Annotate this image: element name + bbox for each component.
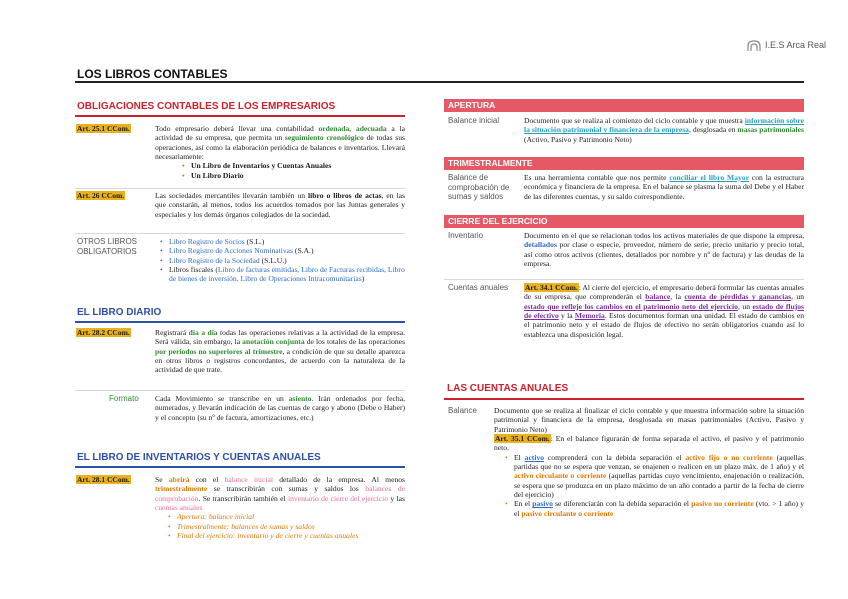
- balance-label: Balance: [448, 406, 477, 415]
- article-label: Art. 28.2 CCom.: [77, 328, 130, 337]
- logo-text: I.E.S Arca Real: [764, 40, 826, 51]
- arch-logo-icon: [747, 40, 761, 52]
- inventario-text: Documento en el que se relacionan todos los activos materiales de que dispone la empresa, detallados por clase o especie, proveedor, número de serie, precio unitario y precio total, así como otros activos (clientes, detallados por nombre y nº de factura) y las deudas de la empresa.: [524, 231, 804, 268]
- balance-inicial-text: Documento que se realiza al comienzo del ciclo contable y que muestra información sobre la situación patrimonial y financiera de la empresa, desglosada en masas patrimoniales (Activo, Pasivo y Patrimonio Neto): [524, 116, 804, 144]
- list-item: • Apertura: balance inicial: [177, 512, 405, 521]
- trimestral-bar: TRIMESTRALMENTE: [444, 157, 804, 170]
- article-label: Art. 28.1 CCom.: [77, 475, 130, 484]
- list-item: • Final del ejercicio: inventario y de cierre y cuentas anuales: [177, 531, 405, 540]
- list-item: • Libro Registro de Acciones Nominativas (S.A.): [169, 246, 405, 255]
- title-divider: [75, 81, 804, 83]
- cuentas-anuales-label: Cuentas anuales: [448, 283, 509, 292]
- art-25-1-text: Todo empresario deberá llevar una contabilidad ordenada, adecuada a la actividad de su empresa, que permita un seguimiento cronológico de todas sus operaciones, así como la elaboración periódica de balances e inventarios. Llevará necesariamente: • Un Libro de Inventarios y Cuentas Anuales • Un Libro Diario: [155, 124, 405, 180]
- row-divider: [75, 233, 405, 234]
- section-title-obligaciones: OBLIGACIONES CONTABLES DE LOS EMPRESARIOS: [77, 101, 336, 112]
- balance-comprobacion-label: Balance de comprobación de sumas y saldos: [448, 173, 510, 202]
- list-item: • Trimestralmente: balances de sumas y saldos: [177, 522, 405, 531]
- article-label: Art. 25.1 CCom.: [77, 124, 130, 133]
- art-26-text: Las sociedades mercantiles llevarán también un libro o libros de actas, en las que constarán, al menos, todos los acuerdos tomados por las Juntas generales y especiales y los demás órganos colegiados de la sociedad.: [155, 191, 405, 219]
- otros-libros-label: OTROS LIBROS OBLIGATORIOS: [77, 237, 138, 256]
- section-title-diario: EL LIBRO DIARIO: [77, 307, 162, 318]
- balance-text: Documento que se realiza al finalizar el ciclo contable y que muestra información sobre la situación patrimonial y financiera de la empresa, desglosada en masas patrimoniales (Activo, Pasivo y Patrimonio Neto) Art. 35.1 CCom.: En el balance figurarán de forma separada el activo, el pasivo y el patrimonio neto. • El activo comprenderá con la debida separación el activo fijo o no corriente (aquellas partidas que no se espera que venzan, se enajenen o realicen en un plazo máx. de 1 año) y el activo circulante o corriente (aquellas partidas cuyo vencimiento, enajenación o realización, se espera que se produzca en un plazo máximo de un año contado a partir de la fecha de cierre del ejercicio) • En el pasivo se diferenciarán con la debida separación el pasivo no corriente (vto. > 1 año) y el pasivo circulante o corriente: [494, 406, 804, 518]
- cierre-bar: CIERRE DEL EJERCICIO: [444, 215, 804, 228]
- section-title-cuentas-anuales: LAS CUENTAS ANUALES: [447, 383, 569, 394]
- list-item: • El activo comprenderá con la debida separación el activo fijo o no corriente (aquellas partidas que no se espera que venzan, se enajenen o realicen en un plazo máx. de 1 año) y el activo circulante o corriente (aquellas partidas cuyo vencimiento, enajenación o realización, se espera que se produzca en un plazo máximo de un año contado a partir de la fecha de cierre del ejercicio): [514, 453, 804, 500]
- inventario-label: Inventario: [448, 231, 484, 240]
- cuentas-anuales-text: Art. 34.1 CCom.: Al cierre del ejercicio, el empresario deberá formular las cuentas anuales de su empresa, que comprenderán el balance, la cuenta de pérdidas y ganancias, un estado que refleje los cambios en el patrimonio neto del ejercicio, un estado de flujos de efectivo y la Memoria. Estos documentos forman una unidad. El estado de cambios en el patrimonio neto y el estado de flujos de efectivo no serán obligatorios cuando así lo establezca una disposición legal.: [524, 283, 805, 339]
- formato-text: Cada Movimiento se transcribe en un asiento. Irán ordenados por fecha, numerados, y llevarán indicación de las cuentas de cargo y abono (Debe o Haber) y el concepto (su nº de factura, amortizaciones, etc.): [155, 394, 405, 422]
- list-item: • Libros fiscales (Libro de facturas emitidas, Libro de Facturas recibidas, Libro de bienes de inversión, Libro de Operaciones Intracomunitarias): [169, 265, 405, 284]
- row-divider: [444, 279, 804, 280]
- school-logo: [747, 40, 826, 52]
- apertura-bar: APERTURA: [444, 99, 804, 112]
- balance-inicial-label: Balance inicial: [448, 116, 500, 125]
- section-title-inventarios: EL LIBRO DE INVENTARIOS Y CUENTAS ANUALES: [77, 452, 321, 463]
- list-item: • Libro Registro de la Sociedad (S.L.U.): [169, 256, 405, 265]
- section-divider: [75, 115, 405, 117]
- section-divider: [75, 466, 405, 468]
- row-divider: [75, 390, 405, 391]
- art-28-1-text: Se abrirá con el balance inicial detallado de la empresa. Al menos trimestralmente se transcribirán con sumas y saldos los balances de comprobación. Se transcribirán también el inventario de cierre del ejercicio y las cuentas anuales • Apertura: balance inicial • Trimestralmente: balances de sumas y saldos • Final del ejercicio: inventario y de cierre y cuentas anuales: [155, 475, 405, 540]
- page-title: LOS LIBROS CONTABLES: [77, 67, 228, 81]
- row-divider: [75, 188, 405, 189]
- art-28-2-text: Registrará día a día todas las operaciones relativas a la actividad de la empresa. Será válida, sin embargo, la anotación conjunta de los totales de las operaciones por periodos no superiores al trimestre, a condición de que su detalle aparezca en otros libros o registros concordantes, de acuerdo con la naturaleza de la actividad de que trate.: [155, 328, 406, 375]
- section-divider: [75, 321, 405, 323]
- formato-label: Formato: [109, 394, 139, 403]
- list-item: • En el pasivo se diferenciarán con la debida separación el pasivo no corriente (vto. > 1 año) y el pasivo circulante o corriente: [514, 499, 804, 518]
- list-item: • Un Libro Diario: [191, 171, 405, 180]
- list-item: • Un Libro de Inventarios y Cuentas Anuales: [191, 161, 405, 170]
- otros-libros-list: [155, 237, 405, 284]
- section-divider: [444, 398, 804, 400]
- article-label: Art. 26 CCom.: [77, 191, 125, 200]
- list-item: • Libro Registro de Socios (S.L.): [169, 237, 405, 246]
- balance-comprobacion-text: Es una herramienta contable que nos permite conciliar el libro Mayor con la estructura económica y financiera de la empresa. En el balance se plasma la suma del Debe y el Haber de las diferentes cuentas, y su saldo correspondiente.: [524, 173, 804, 201]
